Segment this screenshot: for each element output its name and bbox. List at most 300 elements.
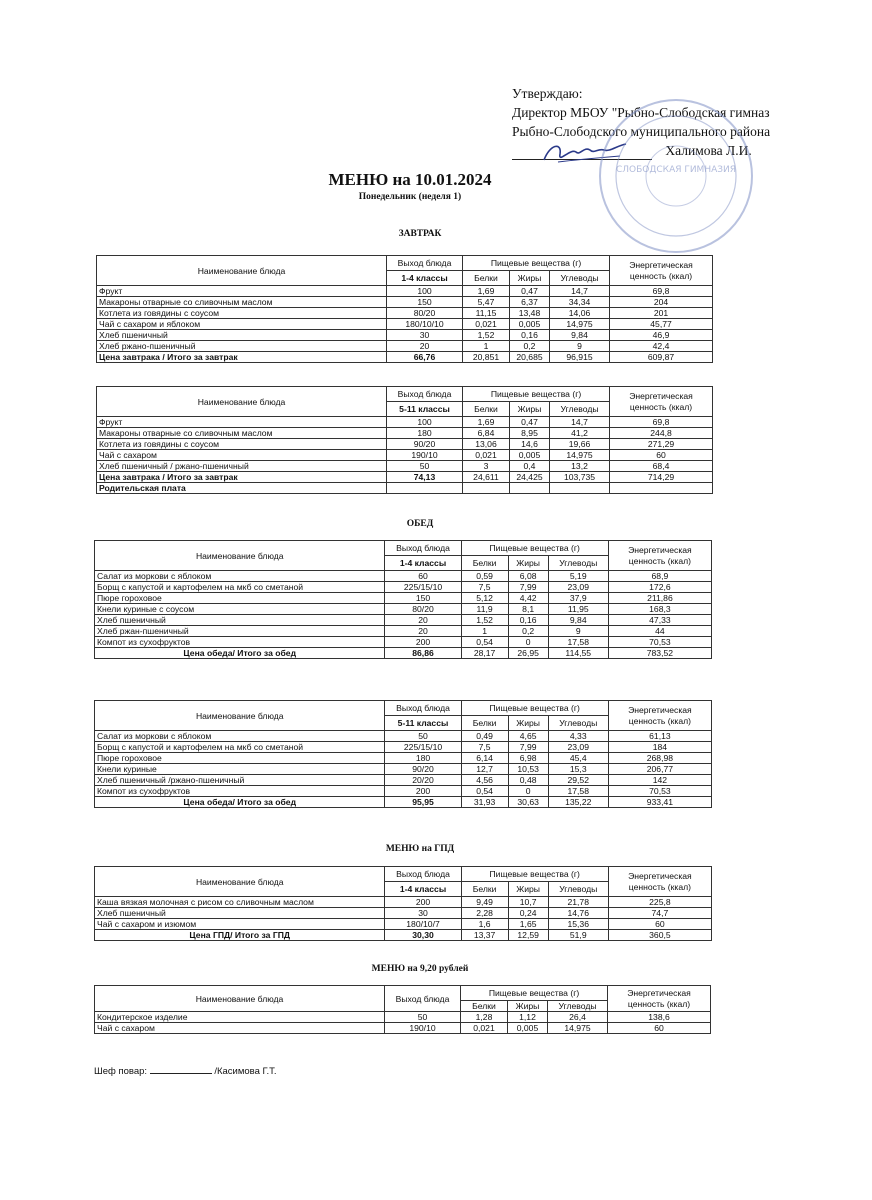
column-header-carbs: Углеводы — [550, 271, 610, 286]
dish-carbs: 23,09 — [548, 582, 608, 593]
total-label: Цена обеда/ Итого за обед — [95, 648, 385, 659]
dish-fat: 1,65 — [508, 919, 548, 930]
dish-name: Хлеб ржано-пшеничный — [97, 341, 387, 352]
dish-carbs: 19,66 — [550, 439, 610, 450]
table-header-row — [97, 387, 713, 402]
table-header-row — [97, 256, 713, 271]
table-row — [95, 593, 712, 604]
dish-yield: 90/20 — [385, 764, 461, 775]
dish-yield: 190/10 — [387, 450, 463, 461]
menu-table — [94, 700, 712, 808]
section-breakfast: ЗАВТРАК — [398, 229, 442, 239]
dish-energy: 206,77 — [608, 764, 711, 775]
dish-carbs: 17,58 — [548, 786, 608, 797]
chef-label: Шеф повар: — [94, 1066, 148, 1077]
dish-name: Чай с сахаром и изюмом — [95, 919, 385, 930]
dish-name: Компот из сухофруктов — [95, 637, 385, 648]
column-header-fat: Жиры — [510, 271, 550, 286]
dish-energy: 172,6 — [608, 582, 711, 593]
total-value: 20,851 — [463, 352, 510, 363]
total-label: Цена обеда/ Итого за обед — [95, 797, 385, 808]
table-row — [95, 604, 712, 615]
dish-energy: 42,4 — [610, 341, 713, 352]
dish-protein: 7,5 — [461, 582, 508, 593]
section-paid-menu: МЕНЮ на 9,20 рублей — [371, 964, 469, 974]
column-header-energy: Энергетическая ценность (ккал) — [608, 867, 711, 897]
table-row — [95, 753, 712, 764]
empty-cell — [610, 483, 713, 494]
dish-name: Салат из моркови с яблоком — [95, 731, 385, 742]
dish-fat: 8,1 — [508, 604, 548, 615]
dish-protein: 4,56 — [461, 775, 508, 786]
total-value: 103,735 — [550, 472, 610, 483]
dish-protein: 0,021 — [461, 1023, 508, 1034]
table-row — [97, 450, 713, 461]
empty-cell — [387, 483, 463, 494]
column-header-nutrients: Пищевые вещества (г) — [463, 256, 610, 271]
dish-name: Чай с сахаром и яблоком — [97, 319, 387, 330]
table-row — [95, 786, 712, 797]
dish-yield: 200 — [385, 637, 461, 648]
table-row — [95, 582, 712, 593]
dish-protein: 7,5 — [461, 742, 508, 753]
dish-fat: 6,08 — [508, 571, 548, 582]
dish-yield: 190/10 — [385, 1023, 461, 1034]
column-header-protein: Белки — [461, 882, 508, 897]
dish-fat: 0,4 — [510, 461, 550, 472]
column-header-energy: Энергетическая ценность (ккал) — [608, 701, 711, 731]
column-header-yield: Выход блюда — [385, 867, 461, 882]
dish-protein: 1,69 — [463, 417, 510, 428]
dish-carbs: 15,3 — [548, 764, 608, 775]
dish-carbs: 14,7 — [550, 417, 610, 428]
chef-signature-blank — [150, 1064, 212, 1074]
dish-fat: 8,95 — [510, 428, 550, 439]
dish-energy: 61,13 — [608, 731, 711, 742]
dish-energy: 68,4 — [610, 461, 713, 472]
dish-fat: 0,47 — [510, 286, 550, 297]
dish-protein: 1,6 — [461, 919, 508, 930]
dish-yield: 180 — [387, 428, 463, 439]
page-subtitle: Понедельник (неделя 1) — [358, 192, 462, 202]
table-row — [95, 571, 712, 582]
table-header-row — [95, 986, 711, 1001]
total-value: 360,5 — [608, 930, 711, 941]
class-label: 1-4 классы — [385, 882, 461, 897]
column-header-carbs: Углеводы — [548, 1001, 608, 1012]
column-header-energy: Энергетическая ценность (ккал) — [608, 541, 711, 571]
dish-energy: 60 — [608, 919, 711, 930]
column-header-energy: Энергетическая ценность (ккал) — [610, 387, 713, 417]
approval-signer: Халимова Л.И. — [665, 143, 752, 158]
total-value: 96,915 — [550, 352, 610, 363]
dish-protein: 1 — [463, 341, 510, 352]
dish-name: Котлета из говядины с соусом — [97, 439, 387, 450]
total-value: 30,30 — [385, 930, 461, 941]
dish-carbs: 34,34 — [550, 297, 610, 308]
class-label: 5-11 классы — [385, 716, 461, 731]
menu-table — [96, 255, 713, 363]
total-value: 609,87 — [610, 352, 713, 363]
dish-carbs: 13,2 — [550, 461, 610, 472]
dish-fat: 0,16 — [510, 330, 550, 341]
dish-carbs: 41,2 — [550, 428, 610, 439]
column-header-yield: Выход блюда — [385, 986, 461, 1012]
dish-yield: 30 — [387, 330, 463, 341]
dish-yield: 90/20 — [387, 439, 463, 450]
approval-position: Директор МБОУ "Рыбно-Слободская гимназ — [512, 105, 770, 120]
dish-energy: 138,6 — [608, 1012, 711, 1023]
dish-protein: 5,47 — [463, 297, 510, 308]
dish-yield: 180/10/10 — [387, 319, 463, 330]
column-header-yield: Выход блюда — [385, 541, 461, 556]
table-total-row — [95, 797, 712, 808]
dish-energy: 74,7 — [608, 908, 711, 919]
column-header-protein: Белки — [463, 402, 510, 417]
table-row — [97, 330, 713, 341]
dish-protein: 0,021 — [463, 319, 510, 330]
dish-energy: 268,98 — [608, 753, 711, 764]
dish-protein: 11,9 — [461, 604, 508, 615]
dish-name: Хлеб пшеничный / ржано-пшеничный — [97, 461, 387, 472]
menu-table — [94, 540, 712, 659]
dish-yield: 60 — [385, 571, 461, 582]
column-header-nutrients: Пищевые вещества (г) — [463, 387, 610, 402]
dish-energy: 211,86 — [608, 593, 711, 604]
dish-fat: 0,16 — [508, 615, 548, 626]
total-value: 24,425 — [510, 472, 550, 483]
approval-district: Рыбно-Слободского муниципального района — [512, 124, 771, 139]
total-value: 135,22 — [548, 797, 608, 808]
dish-yield: 50 — [387, 461, 463, 472]
dish-name: Чай с сахаром — [97, 450, 387, 461]
dish-carbs: 14,7 — [550, 286, 610, 297]
table-row — [95, 764, 712, 775]
dish-name: Борщ с капустой и картофелем на мкб со сметаной — [95, 582, 385, 593]
table-header-row — [95, 701, 712, 716]
section-lunch: ОБЕД — [406, 519, 434, 529]
dish-name: Макароны отварные со сливочным маслом — [97, 428, 387, 439]
table-total-row — [95, 930, 712, 941]
dish-yield: 80/20 — [387, 308, 463, 319]
total-label: Цена завтрака / Итого за завтрак — [97, 352, 387, 363]
dish-carbs: 14,76 — [548, 908, 608, 919]
dish-carbs: 11,95 — [548, 604, 608, 615]
table-header-row — [95, 867, 712, 882]
table-row — [97, 428, 713, 439]
dish-energy: 168,3 — [608, 604, 711, 615]
dish-name: Хлеб пшеничный — [95, 615, 385, 626]
dish-name: Пюре гороховое — [95, 593, 385, 604]
chef-name: /Касимова Г.Т. — [214, 1066, 277, 1077]
table-row — [95, 919, 712, 930]
table-row — [95, 908, 712, 919]
column-header-nutrients: Пищевые вещества (г) — [461, 701, 608, 716]
total-value: 66,76 — [387, 352, 463, 363]
dish-name: Хлеб пшеничный /ржано-пшеничный — [95, 775, 385, 786]
table-row — [97, 461, 713, 472]
column-header-name: Наименование блюда — [95, 541, 385, 571]
dish-carbs: 4,33 — [548, 731, 608, 742]
dish-fat: 7,99 — [508, 582, 548, 593]
column-header-name: Наименование блюда — [95, 867, 385, 897]
dish-name: Хлеб пшеничный — [95, 908, 385, 919]
dish-name: Котлета из говядины с соусом — [97, 308, 387, 319]
chef-signature — [94, 1064, 277, 1077]
dish-fat: 6,37 — [510, 297, 550, 308]
dish-protein: 1,52 — [461, 615, 508, 626]
table-row — [97, 308, 713, 319]
dish-energy: 46,9 — [610, 330, 713, 341]
dish-carbs: 14,06 — [550, 308, 610, 319]
dish-yield: 225/15/10 — [385, 742, 461, 753]
table-row — [95, 1023, 711, 1034]
dish-carbs: 21,78 — [548, 897, 608, 908]
dish-carbs: 15,36 — [548, 919, 608, 930]
table-extra-row — [97, 483, 713, 494]
column-header-yield: Выход блюда — [387, 256, 463, 271]
dish-protein: 0,54 — [461, 637, 508, 648]
total-value: 95,95 — [385, 797, 461, 808]
dish-carbs: 37,9 — [548, 593, 608, 604]
dish-name: Салат из моркови с яблоком — [95, 571, 385, 582]
column-header-protein: Белки — [461, 556, 508, 571]
column-header-carbs: Углеводы — [550, 402, 610, 417]
column-header-fat: Жиры — [508, 716, 548, 731]
dish-name: Фрукт — [97, 286, 387, 297]
dish-protein: 0,021 — [463, 450, 510, 461]
total-value: 31,93 — [461, 797, 508, 808]
dish-energy: 45,77 — [610, 319, 713, 330]
empty-cell — [510, 483, 550, 494]
dish-fat: 0,2 — [508, 626, 548, 637]
dish-carbs: 29,52 — [548, 775, 608, 786]
dish-energy: 68,9 — [608, 571, 711, 582]
table-row — [95, 637, 712, 648]
column-header-name: Наименование блюда — [95, 986, 385, 1012]
dish-carbs: 5,19 — [548, 571, 608, 582]
column-header-carbs: Углеводы — [548, 556, 608, 571]
dish-carbs: 45,4 — [548, 753, 608, 764]
total-value: 24,611 — [463, 472, 510, 483]
dish-carbs: 26,4 — [548, 1012, 608, 1023]
dish-protein: 1,28 — [461, 1012, 508, 1023]
table-row — [95, 615, 712, 626]
table-row — [97, 417, 713, 428]
column-header-name: Наименование блюда — [97, 387, 387, 417]
column-header-protein: Белки — [461, 716, 508, 731]
dish-yield: 150 — [385, 593, 461, 604]
total-value: 933,41 — [608, 797, 711, 808]
section-gpd: МЕНЮ на ГПД — [385, 844, 455, 854]
total-label: Цена ГПД/ Итого за ГПД — [95, 930, 385, 941]
dish-carbs: 17,58 — [548, 637, 608, 648]
dish-carbs: 14,975 — [550, 450, 610, 461]
dish-yield: 200 — [385, 897, 461, 908]
dish-name: Макароны отварные со сливочным маслом — [97, 297, 387, 308]
menu-table — [94, 985, 711, 1034]
dish-fat: 0,48 — [508, 775, 548, 786]
dish-protein: 1,69 — [463, 286, 510, 297]
dish-carbs: 23,09 — [548, 742, 608, 753]
table-row — [97, 439, 713, 450]
dish-energy: 70,53 — [608, 637, 711, 648]
dish-protein: 1 — [461, 626, 508, 637]
column-header-carbs: Углеводы — [548, 716, 608, 731]
dish-name: Кондитерское изделие — [95, 1012, 385, 1023]
dish-energy: 271,29 — [610, 439, 713, 450]
total-value: 12,59 — [508, 930, 548, 941]
dish-carbs: 9,84 — [548, 615, 608, 626]
column-header-nutrients: Пищевые вещества (г) — [461, 986, 608, 1001]
total-value: 20,685 — [510, 352, 550, 363]
parent-fee-label: Родительская плата — [97, 483, 387, 494]
column-header-fat: Жиры — [508, 1001, 548, 1012]
page-title: МЕНЮ на 10.01.2024 — [328, 170, 492, 189]
dish-name: Хлеб ржан-пшеничный — [95, 626, 385, 637]
dish-fat: 6,98 — [508, 753, 548, 764]
dish-protein: 5,12 — [461, 593, 508, 604]
dish-energy: 47,33 — [608, 615, 711, 626]
dish-name: Борщ с капустой и картофелем на мкб со сметаной — [95, 742, 385, 753]
dish-fat: 1,12 — [508, 1012, 548, 1023]
table-row — [95, 897, 712, 908]
dish-energy: 184 — [608, 742, 711, 753]
column-header-name: Наименование блюда — [95, 701, 385, 731]
dish-yield: 100 — [387, 417, 463, 428]
dish-name: Чай с сахаром — [95, 1023, 385, 1034]
total-value: 74,13 — [387, 472, 463, 483]
dish-yield: 20/20 — [385, 775, 461, 786]
dish-yield: 50 — [385, 731, 461, 742]
table-row — [97, 297, 713, 308]
dish-fat: 7,99 — [508, 742, 548, 753]
empty-cell — [463, 483, 510, 494]
total-value: 86,86 — [385, 648, 461, 659]
dish-fat: 0,47 — [510, 417, 550, 428]
table-row — [95, 731, 712, 742]
dish-yield: 100 — [387, 286, 463, 297]
dish-energy: 244,8 — [610, 428, 713, 439]
table-header-row — [95, 541, 712, 556]
dish-energy: 69,8 — [610, 417, 713, 428]
dish-yield: 20 — [385, 626, 461, 637]
dish-carbs: 9,84 — [550, 330, 610, 341]
dish-name: Фрукт — [97, 417, 387, 428]
column-header-energy: Энергетическая ценность (ккал) — [608, 986, 711, 1012]
dish-name: Кнели куриные с соусом — [95, 604, 385, 615]
total-label: Цена завтрака / Итого за завтрак — [97, 472, 387, 483]
dish-fat: 0,2 — [510, 341, 550, 352]
table-row — [95, 742, 712, 753]
table-row — [95, 775, 712, 786]
table-row — [97, 341, 713, 352]
dish-carbs: 14,975 — [550, 319, 610, 330]
dish-name: Каша вязкая молочная с рисом со сливочным маслом — [95, 897, 385, 908]
dish-fat: 4,42 — [508, 593, 548, 604]
menu-table — [96, 386, 713, 494]
class-label: 5-11 классы — [387, 402, 463, 417]
dish-carbs: 9 — [550, 341, 610, 352]
dish-yield: 50 — [385, 1012, 461, 1023]
dish-yield: 180/10/7 — [385, 919, 461, 930]
table-row — [97, 319, 713, 330]
column-header-energy: Энергетическая ценность (ккал) — [610, 256, 713, 286]
table-row — [95, 626, 712, 637]
dish-name: Компот из сухофруктов — [95, 786, 385, 797]
dish-fat: 0,005 — [510, 450, 550, 461]
dish-protein: 11,15 — [463, 308, 510, 319]
column-header-protein: Белки — [461, 1001, 508, 1012]
dish-name: Хлеб пшеничный — [97, 330, 387, 341]
total-value: 714,29 — [610, 472, 713, 483]
dish-name: Пюре гороховое — [95, 753, 385, 764]
dish-fat: 13,48 — [510, 308, 550, 319]
table-total-row — [95, 648, 712, 659]
dish-yield: 200 — [385, 786, 461, 797]
dish-protein: 12,7 — [461, 764, 508, 775]
total-value: 13,37 — [461, 930, 508, 941]
dish-energy: 142 — [608, 775, 711, 786]
column-header-nutrients: Пищевые вещества (г) — [461, 867, 608, 882]
column-header-protein: Белки — [463, 271, 510, 286]
dish-protein: 1,52 — [463, 330, 510, 341]
class-label: 1-4 классы — [387, 271, 463, 286]
dish-fat: 10,53 — [508, 764, 548, 775]
dish-carbs: 14,975 — [548, 1023, 608, 1034]
class-label: 1-4 классы — [385, 556, 461, 571]
dish-energy: 44 — [608, 626, 711, 637]
column-header-yield: Выход блюда — [387, 387, 463, 402]
dish-fat: 0 — [508, 637, 548, 648]
dish-fat: 14,6 — [510, 439, 550, 450]
dish-energy: 69,8 — [610, 286, 713, 297]
dish-yield: 80/20 — [385, 604, 461, 615]
dish-energy: 201 — [610, 308, 713, 319]
dish-fat: 0,005 — [510, 319, 550, 330]
dish-energy: 60 — [610, 450, 713, 461]
dish-yield: 20 — [385, 615, 461, 626]
dish-fat: 4,65 — [508, 731, 548, 742]
dish-carbs: 9 — [548, 626, 608, 637]
total-value: 28,17 — [461, 648, 508, 659]
column-header-fat: Жиры — [508, 882, 548, 897]
column-header-yield: Выход блюда — [385, 701, 461, 716]
dish-protein: 3 — [463, 461, 510, 472]
dish-protein: 0,54 — [461, 786, 508, 797]
dish-fat: 0,24 — [508, 908, 548, 919]
column-header-name: Наименование блюда — [97, 256, 387, 286]
dish-yield: 225/15/10 — [385, 582, 461, 593]
table-total-row — [97, 352, 713, 363]
dish-protein: 2,28 — [461, 908, 508, 919]
column-header-fat: Жиры — [510, 402, 550, 417]
dish-energy: 70,53 — [608, 786, 711, 797]
dish-protein: 13,06 — [463, 439, 510, 450]
dish-yield: 180 — [385, 753, 461, 764]
total-value: 51,9 — [548, 930, 608, 941]
total-value: 26,95 — [508, 648, 548, 659]
column-header-carbs: Углеводы — [548, 882, 608, 897]
approval-title: Утверждаю: — [512, 86, 583, 101]
table-row — [97, 286, 713, 297]
dish-yield: 150 — [387, 297, 463, 308]
dish-protein: 0,49 — [461, 731, 508, 742]
column-header-fat: Жиры — [508, 556, 548, 571]
total-value: 30,63 — [508, 797, 548, 808]
dish-protein: 6,84 — [463, 428, 510, 439]
total-value: 783,52 — [608, 648, 711, 659]
